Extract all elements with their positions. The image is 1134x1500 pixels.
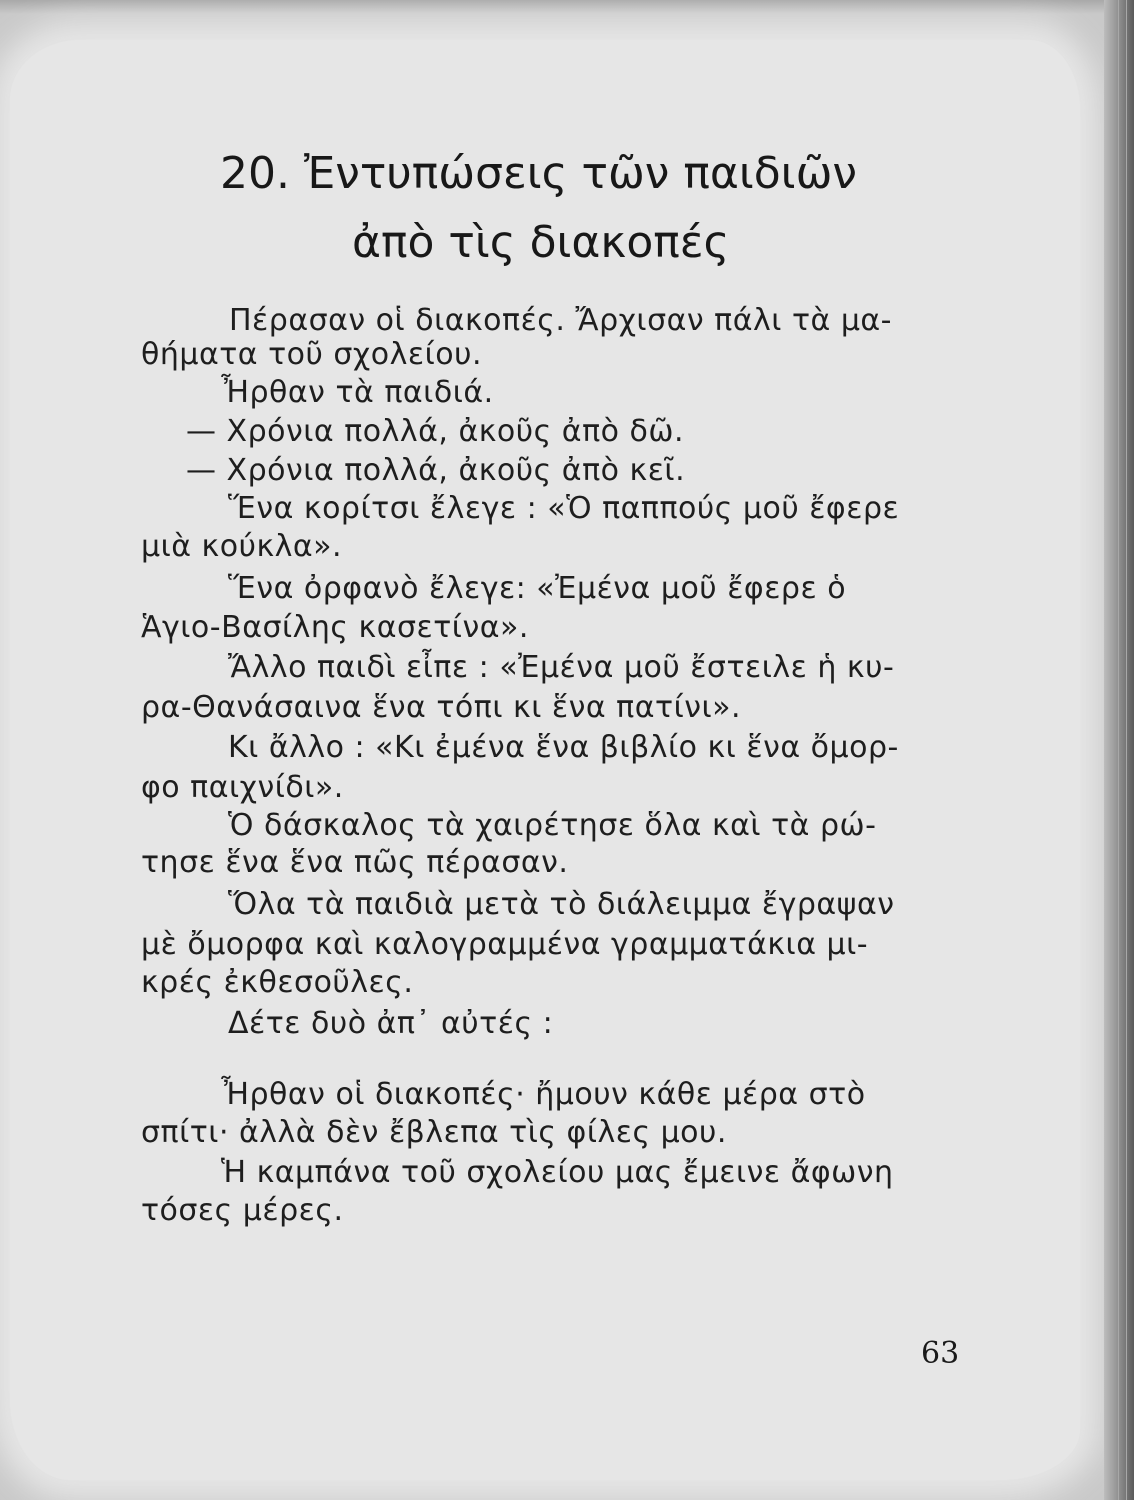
chapter-title-line-1: 20. Ἐντυπώσεις τῶν παιδιῶν (220, 148, 857, 199)
scan-line (1126, 0, 1127, 1500)
text-line: Ὁ δάσκαλος τὰ χαιρέτησε ὅλα καὶ τὰ ρώ- (228, 808, 877, 843)
text-line: τησε ἕνα ἕνα πῶς πέρασαν. (141, 845, 569, 880)
text-line: — Χρόνια πολλά, ἀκοῦς ἀπὸ δῶ. (186, 414, 685, 449)
page-number: 63 (921, 1336, 960, 1371)
scan-edge-top (0, 0, 1134, 14)
text-line: Ἄλλο παιδὶ εἶπε : «Ἐμένα μοῦ ἔστειλε ἡ κυ- (228, 650, 895, 685)
text-line: Κι ἄλλο : «Κι ἐμένα ἕνα βιβλίο κι ἕνα ὄμορ- (228, 730, 899, 765)
text-line: ρα-Θανάσαινα ἕνα τόπι κι ἕνα πατίνι». (141, 690, 742, 725)
text-line: μιὰ κούκλα». (141, 529, 343, 564)
chapter-title-line-2: ἀπὸ τὶς διακοπές (352, 217, 730, 268)
text-line: — Χρόνια πολλά, ἀκοῦς ἀπὸ κεῖ. (186, 453, 686, 488)
text-line: Ἡ καμπάνα τοῦ σχολείου μας ἔμεινε ἄφωνη (221, 1155, 894, 1190)
text-line: Ὅλα τὰ παιδιὰ μετὰ τὸ διάλειμμα ἔγραψαν (228, 887, 895, 922)
text-line: μὲ ὄμορφα καὶ καλογραμμένα γραμματάκια μι- (141, 927, 869, 962)
text-line: Δέτε δυὸ ἀπ᾿ αὐτές : (228, 1006, 554, 1041)
text-line: σπίτι· ἀλλὰ δὲν ἔβλεπα τὶς φίλες μου. (141, 1115, 727, 1150)
text-line: Ἁγιο-Βασίλης κασετίνα». (141, 610, 529, 645)
text-line: τόσες μέρες. (141, 1193, 344, 1228)
text-line: Ἦρθαν τὰ παιδιά. (221, 375, 494, 410)
text-line: Πέρασαν οἱ διακοπές. Ἄρχισαν πάλι τὰ μα- (229, 303, 893, 338)
text-line: Ἕνα κορίτσι ἔλεγε : «Ὁ παππούς μοῦ ἔφερε (228, 491, 900, 526)
scan-edge-right (1104, 0, 1134, 1500)
text-line: φο παιχνίδι». (141, 770, 344, 805)
scan-line (1110, 0, 1111, 1500)
text-line: κρές ἐκθεσοῦλες. (141, 965, 414, 1000)
text-line: θήματα τοῦ σχολείου. (141, 337, 482, 372)
text-line: Ἕνα ὀρφανὸ ἔλεγε: «Ἐμένα μοῦ ἔφερε ὁ (228, 571, 847, 606)
text-line: Ἦρθαν οἱ διακοπές· ἤμουν κάθε μέρα στὸ (221, 1077, 866, 1112)
scan-line (1118, 0, 1119, 1500)
